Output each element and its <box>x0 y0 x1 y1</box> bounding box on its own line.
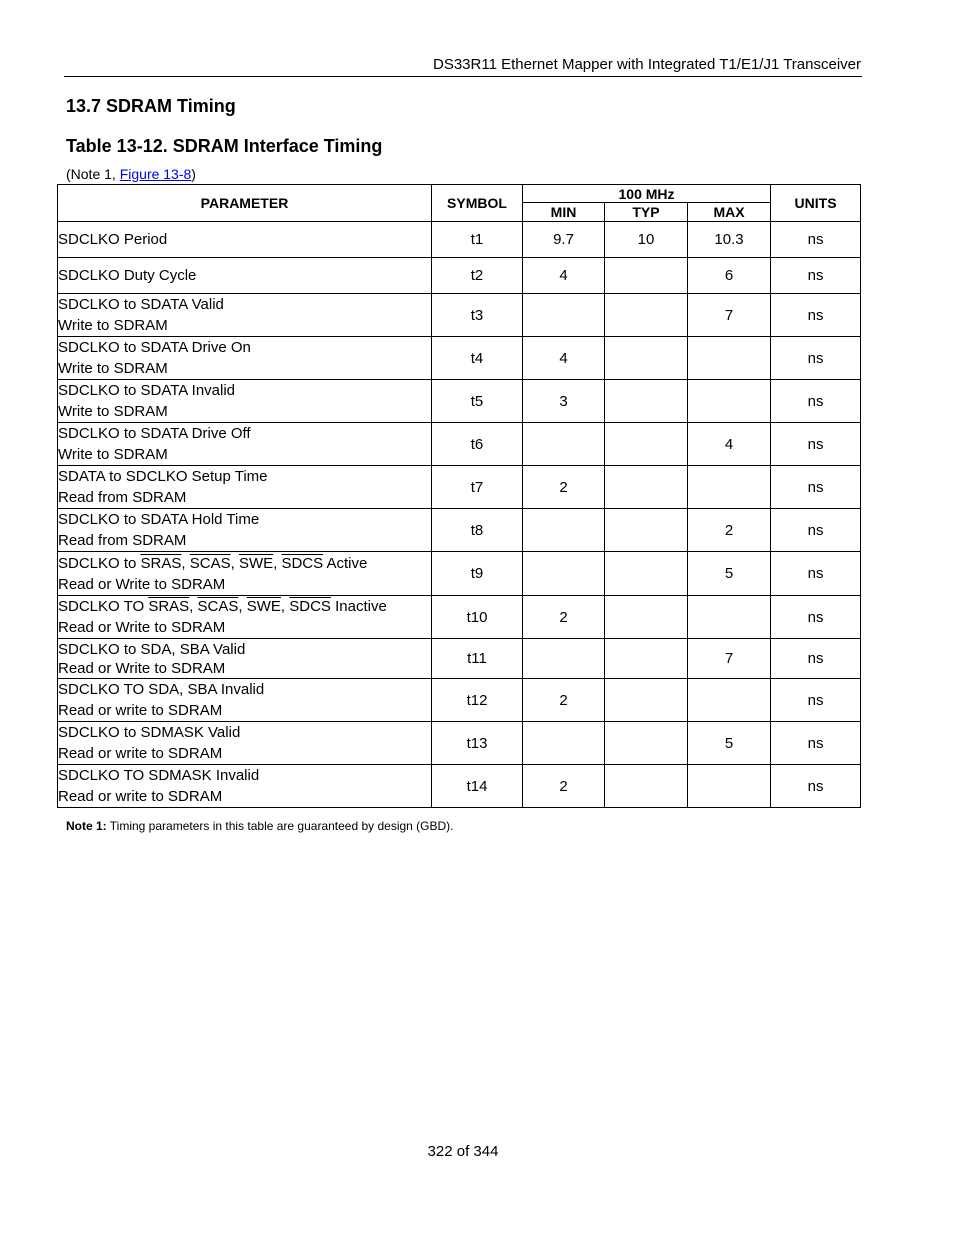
parameter-cell <box>58 258 432 294</box>
footnote <box>66 819 454 834</box>
table-row <box>58 552 861 596</box>
parameter-name: SDCLKO Duty Cycle <box>58 267 197 284</box>
parameter-cell <box>58 552 432 596</box>
min-cell: 2 <box>523 466 605 509</box>
signal-swe: $\overline{SWE}$ <box>238 554 274 572</box>
units-cell: ns <box>771 765 861 808</box>
min-cell <box>523 552 605 596</box>
parameter-prefix: SDCLKO to <box>58 554 141 572</box>
parameter-condition: Read or write to SDRAM <box>58 702 223 719</box>
signal-sdcs: SDCS <box>289 598 331 615</box>
parameter-name: SDCLKO TO SDMASK Invalid <box>58 767 260 784</box>
table-header-row <box>58 185 861 203</box>
max-cell <box>688 679 771 722</box>
min-cell: 4 <box>523 337 605 380</box>
table-row <box>58 639 861 679</box>
header-min: MIN <box>523 203 605 222</box>
parameter-cell <box>58 509 432 552</box>
symbol-cell: t11 <box>432 639 523 679</box>
signal-scas: SCAS <box>197 598 239 615</box>
symbol-cell: t10 <box>432 596 523 639</box>
min-cell: 4 <box>523 258 605 294</box>
max-cell: 7 <box>688 294 771 337</box>
typ-cell <box>605 337 688 380</box>
units-cell: ns <box>771 466 861 509</box>
min-cell <box>523 294 605 337</box>
max-cell <box>688 466 771 509</box>
table-row <box>58 722 861 765</box>
typ-cell <box>605 765 688 808</box>
min-cell <box>523 722 605 765</box>
max-cell: 2 <box>688 509 771 552</box>
typ-cell <box>605 552 688 596</box>
signal-scas: SCAS <box>189 554 231 572</box>
max-cell: 10.3 <box>688 222 771 258</box>
parameter-condition: Read or Write to SDRAM <box>58 659 226 677</box>
units-cell: ns <box>771 639 861 679</box>
min-cell <box>523 423 605 466</box>
parameter-suffix: Active <box>326 554 368 572</box>
signal-sdcs: SDCS <box>281 554 324 572</box>
parameter-suffix: Inactive <box>335 598 387 615</box>
parameter-cell <box>58 596 432 639</box>
note-ref-prefix: (Note 1, <box>66 166 120 182</box>
parameter-name: SDATA to SDCLKO Setup Time <box>58 468 268 485</box>
signal-separator: , <box>189 598 198 615</box>
symbol-cell: t4 <box>432 337 523 380</box>
table-row <box>58 596 861 639</box>
parameter-name: SDCLKO to SDATA Invalid <box>58 382 236 399</box>
header-units: UNITS <box>771 185 861 222</box>
units-cell: ns <box>771 294 861 337</box>
min-cell: 2 <box>523 596 605 639</box>
typ-cell <box>605 679 688 722</box>
parameter-cell <box>58 679 432 722</box>
units-cell: ns <box>771 258 861 294</box>
typ-cell <box>605 722 688 765</box>
signal-sras: SRAS <box>148 598 190 615</box>
header-symbol: SYMBOL <box>432 185 523 222</box>
symbol-cell: t1 <box>432 222 523 258</box>
max-cell: 5 <box>688 722 771 765</box>
section-heading: 13.7 SDRAM Timing <box>66 96 236 116</box>
parameter-cell <box>58 380 432 423</box>
table-row <box>58 294 861 337</box>
max-cell: 7 <box>688 639 771 679</box>
symbol-cell: t5 <box>432 380 523 423</box>
table-row <box>58 380 861 423</box>
parameter-name: SDCLKO to SDATA Drive On <box>58 339 251 356</box>
parameter-cell <box>58 722 432 765</box>
parameter-condition: Read from SDRAM <box>58 489 187 506</box>
note-ref-suffix: ) <box>191 166 196 182</box>
symbol-cell: t9 <box>432 552 523 596</box>
header-max: MAX <box>688 203 771 222</box>
sdram-timing-table <box>57 184 861 808</box>
parameter-name: SDCLKO TO SDA, SBA Invalid <box>58 681 265 698</box>
max-cell <box>688 337 771 380</box>
parameter-name: SDCLKO Period <box>58 231 168 248</box>
parameter-name: SDCLKO to SDMASK Valid <box>58 724 241 741</box>
typ-cell <box>605 509 688 552</box>
signal-separator: , <box>280 598 290 615</box>
units-cell: ns <box>771 722 861 765</box>
typ-cell <box>605 596 688 639</box>
max-cell <box>688 765 771 808</box>
table-row <box>58 679 861 722</box>
signal-separator: , <box>273 554 282 572</box>
footnote-label: Note 1: <box>66 819 107 833</box>
parameter-condition: Write to SDRAM <box>58 317 168 334</box>
parameter-condition: Write to SDRAM <box>58 360 168 377</box>
typ-cell <box>605 258 688 294</box>
units-cell: ns <box>771 222 861 258</box>
parameter-name <box>58 553 431 574</box>
symbol-cell: t2 <box>432 258 523 294</box>
figure-link[interactable]: Figure 13-8 <box>119 166 192 182</box>
table-row <box>58 466 861 509</box>
header-frequency: 100 MHz <box>523 185 771 203</box>
document-header: DS33R11 Ethernet Mapper with Integrated T1/E1/J1 Transceiver <box>432 56 861 73</box>
table-note-reference <box>66 166 196 183</box>
symbol-cell: t7 <box>432 466 523 509</box>
symbol-cell: t12 <box>432 679 523 722</box>
signal-separator: , <box>181 554 190 572</box>
parameter-condition: Read or Write to SDRAM <box>58 575 226 593</box>
footnote-text: Timing parameters in this table are guaranteed by design (GBD). <box>106 819 454 833</box>
units-cell: ns <box>771 380 861 423</box>
symbol-cell: t8 <box>432 509 523 552</box>
parameter-name: SDCLKO to SDATA Hold Time <box>58 511 260 528</box>
typ-cell <box>605 380 688 423</box>
header-parameter: PARAMETER <box>58 185 432 222</box>
parameter-name: SDCLKO to SDA, SBA Valid <box>58 640 246 658</box>
signal-separator: , <box>230 554 239 572</box>
parameter-condition: Read or write to SDRAM <box>58 745 223 762</box>
parameter-condition: Read or write to SDRAM <box>58 788 223 805</box>
min-cell <box>523 509 605 552</box>
symbol-cell: t13 <box>432 722 523 765</box>
parameter-name: SDCLKO to SDATA Valid <box>58 296 224 313</box>
parameter-cell <box>58 337 432 380</box>
symbol-cell: t14 <box>432 765 523 808</box>
symbol-cell: t3 <box>432 294 523 337</box>
table-row <box>58 222 861 258</box>
min-cell: 2 <box>523 765 605 808</box>
parameter-name <box>58 596 431 617</box>
signal-sras: SRAS <box>140 554 182 572</box>
typ-cell: 10 <box>605 222 688 258</box>
parameter-cell <box>58 294 432 337</box>
parameter-name: SDCLKO to SDATA Drive Off <box>58 425 251 442</box>
min-cell: 2 <box>523 679 605 722</box>
typ-cell <box>605 639 688 679</box>
typ-cell <box>605 423 688 466</box>
units-cell: ns <box>771 509 861 552</box>
table-row <box>58 258 861 294</box>
parameter-cell <box>58 466 432 509</box>
parameter-condition: Write to SDRAM <box>58 446 168 463</box>
max-cell: 6 <box>688 258 771 294</box>
parameter-condition: Write to SDRAM <box>58 403 168 420</box>
units-cell: ns <box>771 596 861 639</box>
table-row <box>58 509 861 552</box>
page-number: 322 of 344 <box>427 1143 499 1160</box>
table-row <box>58 423 861 466</box>
table-title: Table 13-12. SDRAM Interface Timing <box>66 136 383 156</box>
max-cell: 5 <box>688 552 771 596</box>
max-cell: 4 <box>688 423 771 466</box>
parameter-condition: Read or Write to SDRAM <box>58 619 226 636</box>
parameter-cell <box>58 765 432 808</box>
units-cell: ns <box>771 552 861 596</box>
min-cell <box>523 639 605 679</box>
signal-separator: , <box>238 598 247 615</box>
units-cell: ns <box>771 679 861 722</box>
table-row <box>58 765 861 808</box>
parameter-cell <box>58 639 432 679</box>
max-cell <box>688 596 771 639</box>
table-row <box>58 337 861 380</box>
parameter-cell <box>58 423 432 466</box>
typ-cell <box>605 466 688 509</box>
max-cell <box>688 380 771 423</box>
parameter-cell <box>58 222 432 258</box>
min-cell: 9.7 <box>523 222 605 258</box>
symbol-cell: t6 <box>432 423 523 466</box>
header-divider <box>64 76 862 77</box>
units-cell: ns <box>771 337 861 380</box>
header-typ: TYP <box>605 203 688 222</box>
units-cell: ns <box>771 423 861 466</box>
signal-swe: $\overline{SWE}$ <box>246 598 281 615</box>
typ-cell <box>605 294 688 337</box>
parameter-prefix: SDCLKO TO <box>58 598 149 615</box>
min-cell: 3 <box>523 380 605 423</box>
parameter-condition: Read from SDRAM <box>58 532 187 549</box>
